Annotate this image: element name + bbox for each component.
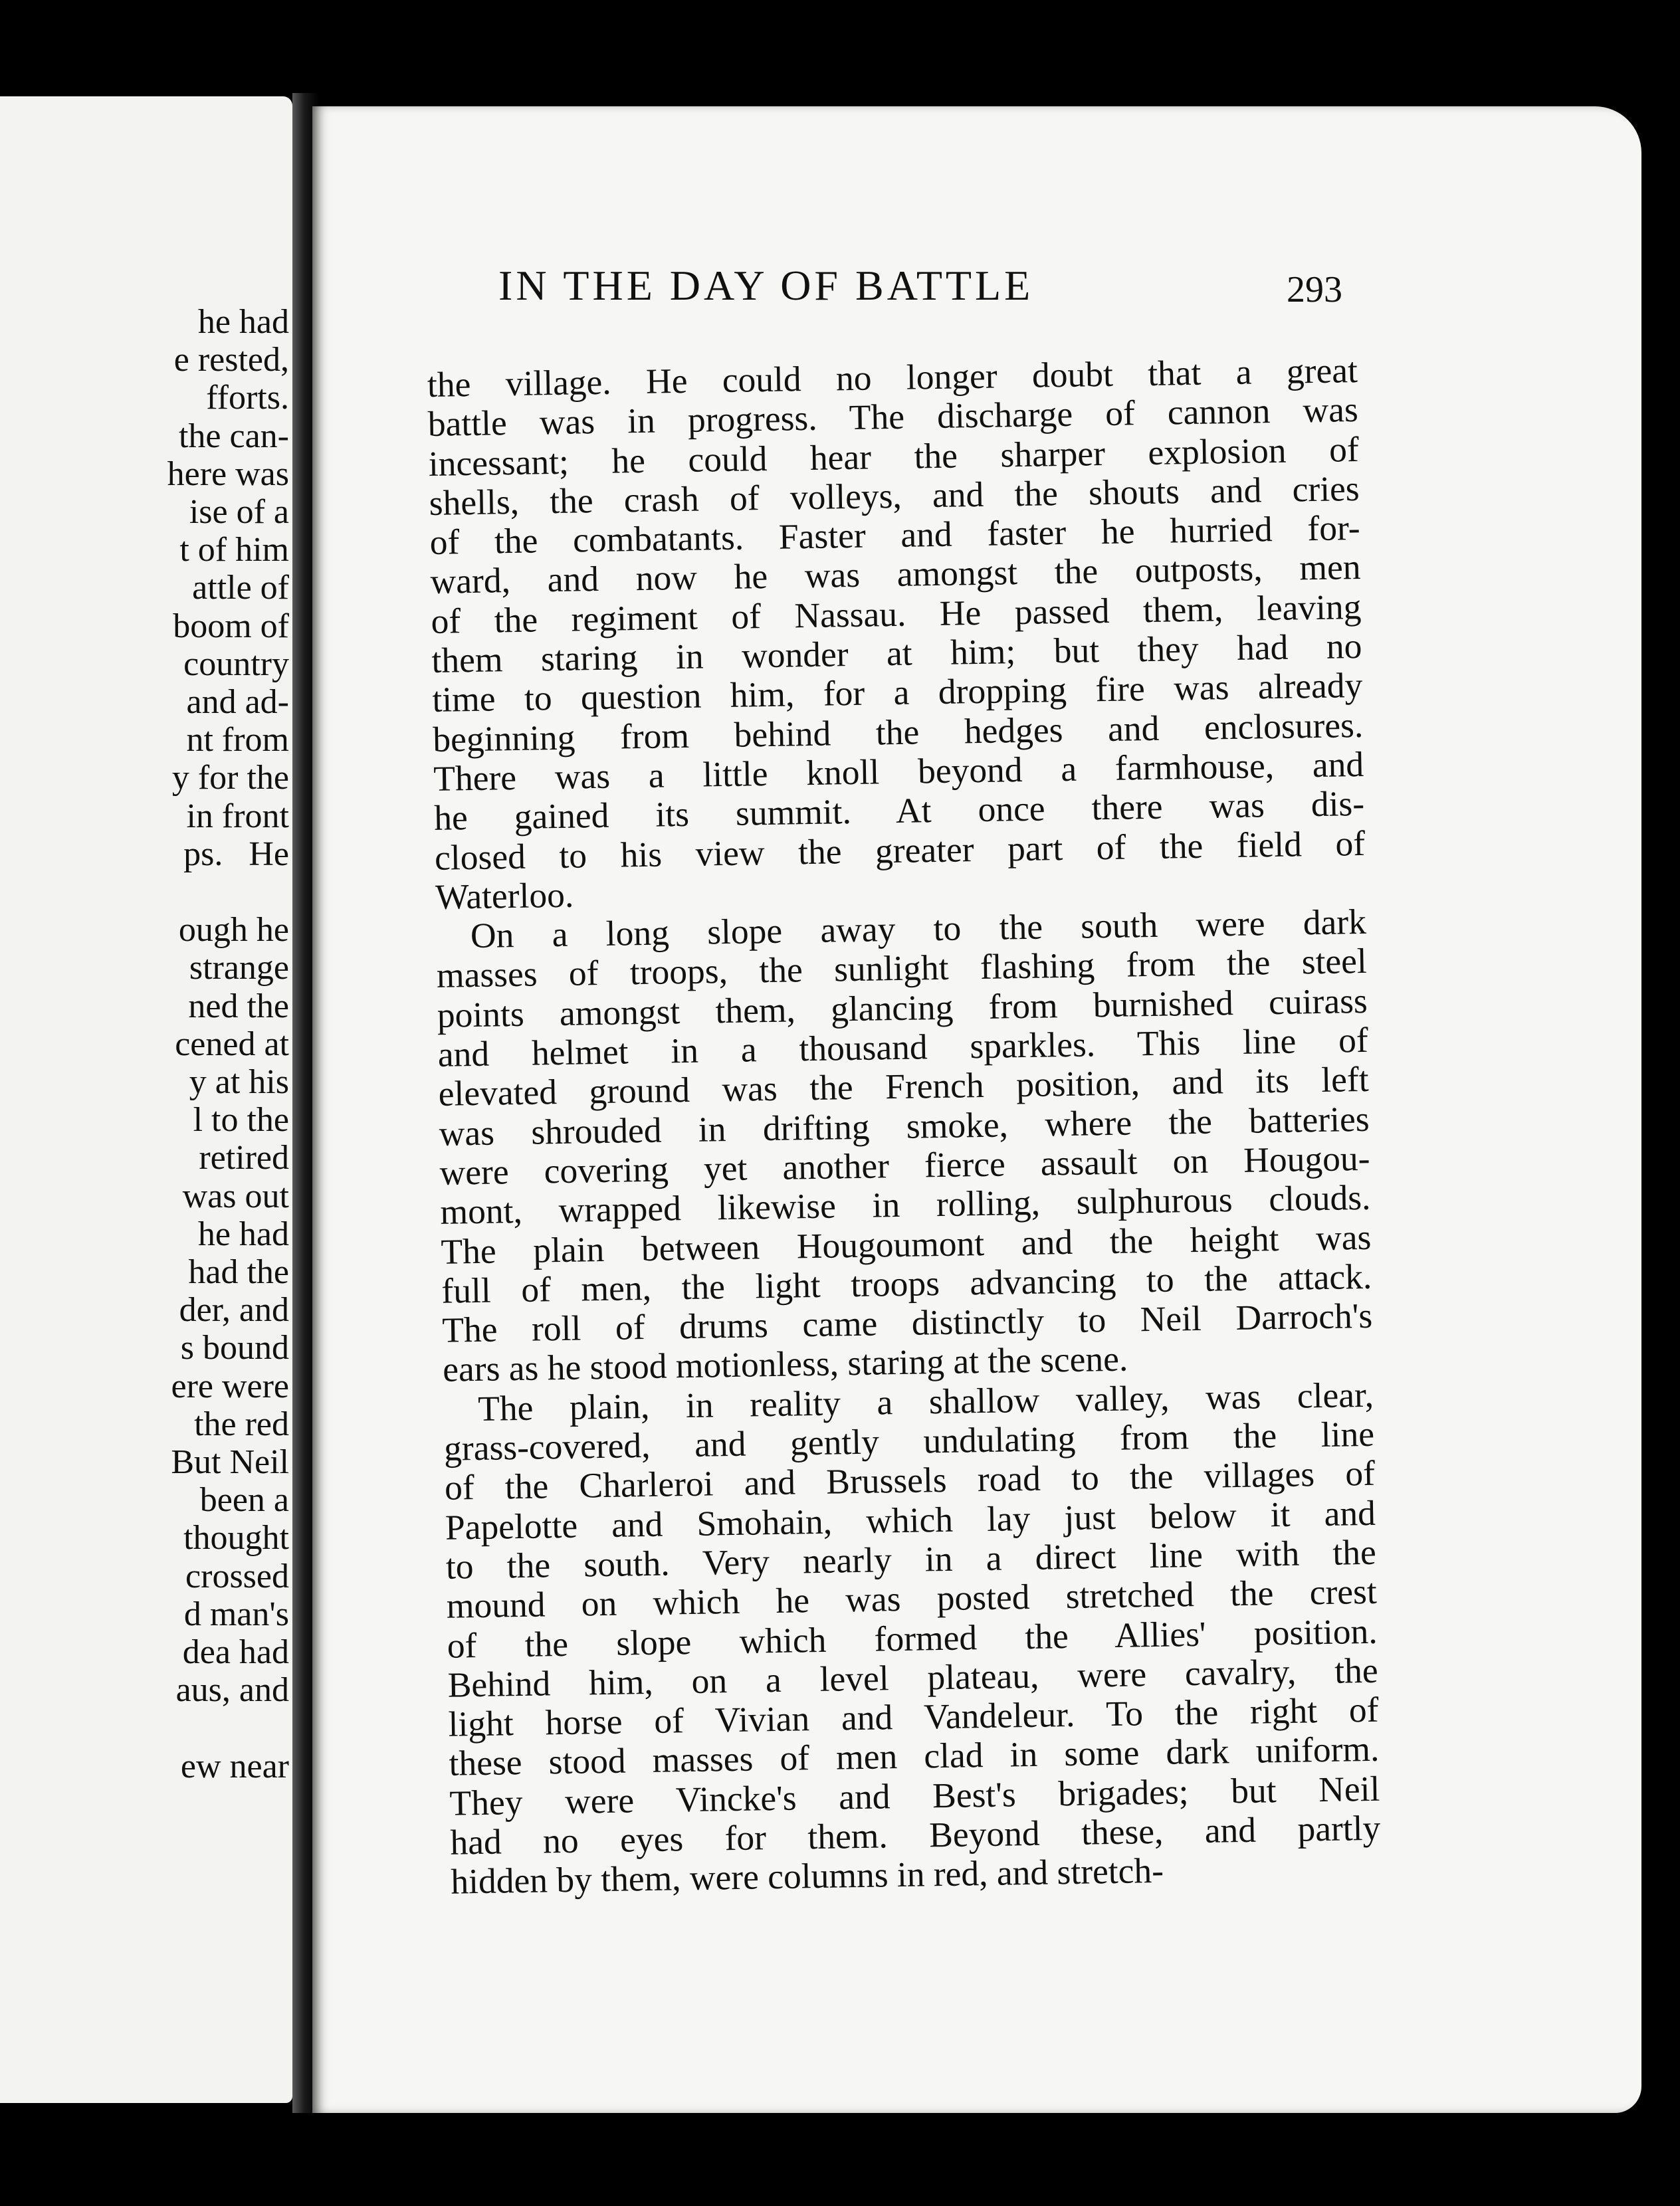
left-page-line: nt from [186, 721, 289, 759]
left-page-line: in front [186, 797, 289, 835]
text-line: closed to his view the greater part of the field of [434, 823, 1366, 878]
text-line: them staring in wonder at him; but they had no [431, 626, 1362, 680]
left-page-line: boom of [173, 607, 289, 645]
left-page-line: ps. He [183, 835, 289, 873]
left-page-line: ise of a [189, 493, 289, 531]
text-line: full of men, the light troops advancing to the attack. [441, 1256, 1372, 1311]
left-page-line: der, and [179, 1291, 289, 1330]
left-page-line: he had [197, 303, 289, 341]
text-line: points amongst them, glancing from burnished cuirass [437, 980, 1368, 1035]
left-page-line: fforts. [206, 379, 289, 417]
text-line: mont, wrapped likewise in rolling, sulphurous clouds. [440, 1177, 1371, 1233]
text-line: ward, and now he was amongst the outposts, men [430, 547, 1361, 602]
left-page-line: y at his [189, 1063, 289, 1101]
text-line: time to question him, for a dropping fire was already [431, 665, 1363, 720]
text-line: grass-covered, and gently undulating from the line [443, 1413, 1375, 1468]
left-page-line: the can- [178, 417, 289, 455]
left-page-line: and ad- [186, 683, 289, 721]
left-page-line: l to the [193, 1101, 289, 1140]
text-line: to the south. Very nearly in a direct line with the [445, 1532, 1377, 1587]
left-page-line: here was [167, 454, 289, 493]
left-page-line: e rested, [173, 341, 289, 379]
left-page-line: aus, and [175, 1671, 289, 1710]
left-page-line: strange [189, 949, 289, 987]
left-page-line: crossed [185, 1557, 289, 1595]
running-header [498, 259, 1342, 312]
left-page-line: had the [188, 1253, 289, 1291]
left-page-line: was out [182, 1177, 289, 1215]
left-page-line: ough he [178, 911, 289, 950]
text-line: There was a little knoll beyond a farmhouse, and [433, 744, 1364, 799]
body-text [427, 351, 1382, 1902]
left-page-line: country [183, 645, 289, 683]
text-line: the village. He could no longer doubt that a great [427, 350, 1358, 405]
left-page-line: retired [199, 1139, 289, 1177]
left-page-line: y for the [171, 759, 289, 797]
text-line: Papelotte and Smohain, which lay just below it and [445, 1492, 1376, 1548]
text-line: these stood masses of men clad in some dark uniform. [449, 1729, 1380, 1784]
left-page-line: But Neil [171, 1443, 289, 1481]
text-line: The roll of drums came distinctly to Neil Darroch's [441, 1295, 1373, 1350]
text-line: battle was in progress. The discharge of cannon was [427, 389, 1359, 445]
text-line: Waterloo. [435, 874, 574, 917]
left-page-line: he had [197, 1215, 289, 1253]
text-line: mound on which he was posted stretched the crest [446, 1571, 1378, 1626]
text-line: light horse of Vivian and Vandeleur. To the right of [448, 1689, 1379, 1744]
left-page-line: thought [183, 1519, 289, 1557]
text-line: Behind him, on a level plateau, were cavalry, the [447, 1650, 1379, 1705]
left-page-line: been a [199, 1481, 289, 1520]
page-number: 293 [1287, 269, 1342, 310]
text-line: had no eyes for them. Beyond these, and partly [449, 1807, 1381, 1862]
left-page-text [0, 96, 292, 2103]
left-page-line: ere were [171, 1367, 289, 1405]
text-line: The plain, in reality a shallow valley, was clear, [477, 1374, 1374, 1429]
right-page [312, 106, 1641, 2113]
text-line: of the Charleroi and Brussels road to the villages of [444, 1453, 1376, 1508]
text-line: of the combatants. Faster and faster he hurried for- [429, 508, 1360, 563]
text-line: ears as he stood motionless, staring at the scene. [442, 1339, 1128, 1390]
left-page-line: the red [194, 1405, 289, 1443]
left-page-line: dea had [182, 1633, 289, 1671]
text-line: They were Vincke's and Best's brigades; but Neil [449, 1768, 1380, 1823]
left-page-line: t of him [179, 531, 289, 569]
text-line: and helmet in a thousand sparkles. This line of [437, 1019, 1369, 1074]
text-line: On a long slope away to the south were dark [470, 902, 1367, 956]
left-page-line: cened at [175, 1025, 289, 1063]
text-line: were covering yet another fierce assault on Hougou- [439, 1138, 1370, 1193]
left-page-line: d man's [183, 1595, 289, 1633]
text-line: incessant; he could hear the sharper explosion of [428, 429, 1360, 484]
text-line: was shrouded in drifting smoke, where the batteries [439, 1098, 1370, 1153]
text-line: masses of troops, the sunlight flashing from the steel [436, 941, 1368, 996]
left-page-fragment [0, 96, 292, 2103]
text-line: The plain between Hougoumont and the height was [440, 1217, 1372, 1272]
text-line: shells, the crash of volleys, and the shouts and cries [429, 468, 1360, 523]
text-line: elevated ground was the French position, and its left [438, 1059, 1370, 1114]
left-page-line: attle of [192, 569, 289, 607]
left-page-line: ew near [180, 1747, 289, 1785]
text-line: of the regiment of Nassau. He passed them, leaving [431, 586, 1362, 641]
text-line: of the slope which formed the Allies' position. [447, 1611, 1378, 1666]
text-line: he gained its summit. At once there was dis- [433, 783, 1365, 839]
text-line: beginning from behind the hedges and enclosures. [432, 704, 1364, 759]
left-page-line: s bound [180, 1329, 289, 1367]
left-page-line: ned the [188, 987, 289, 1025]
text-line: hidden by them, were columns in red, and stretch- [450, 1851, 1164, 1902]
running-title: IN THE DAY OF BATTLE [498, 262, 1034, 309]
